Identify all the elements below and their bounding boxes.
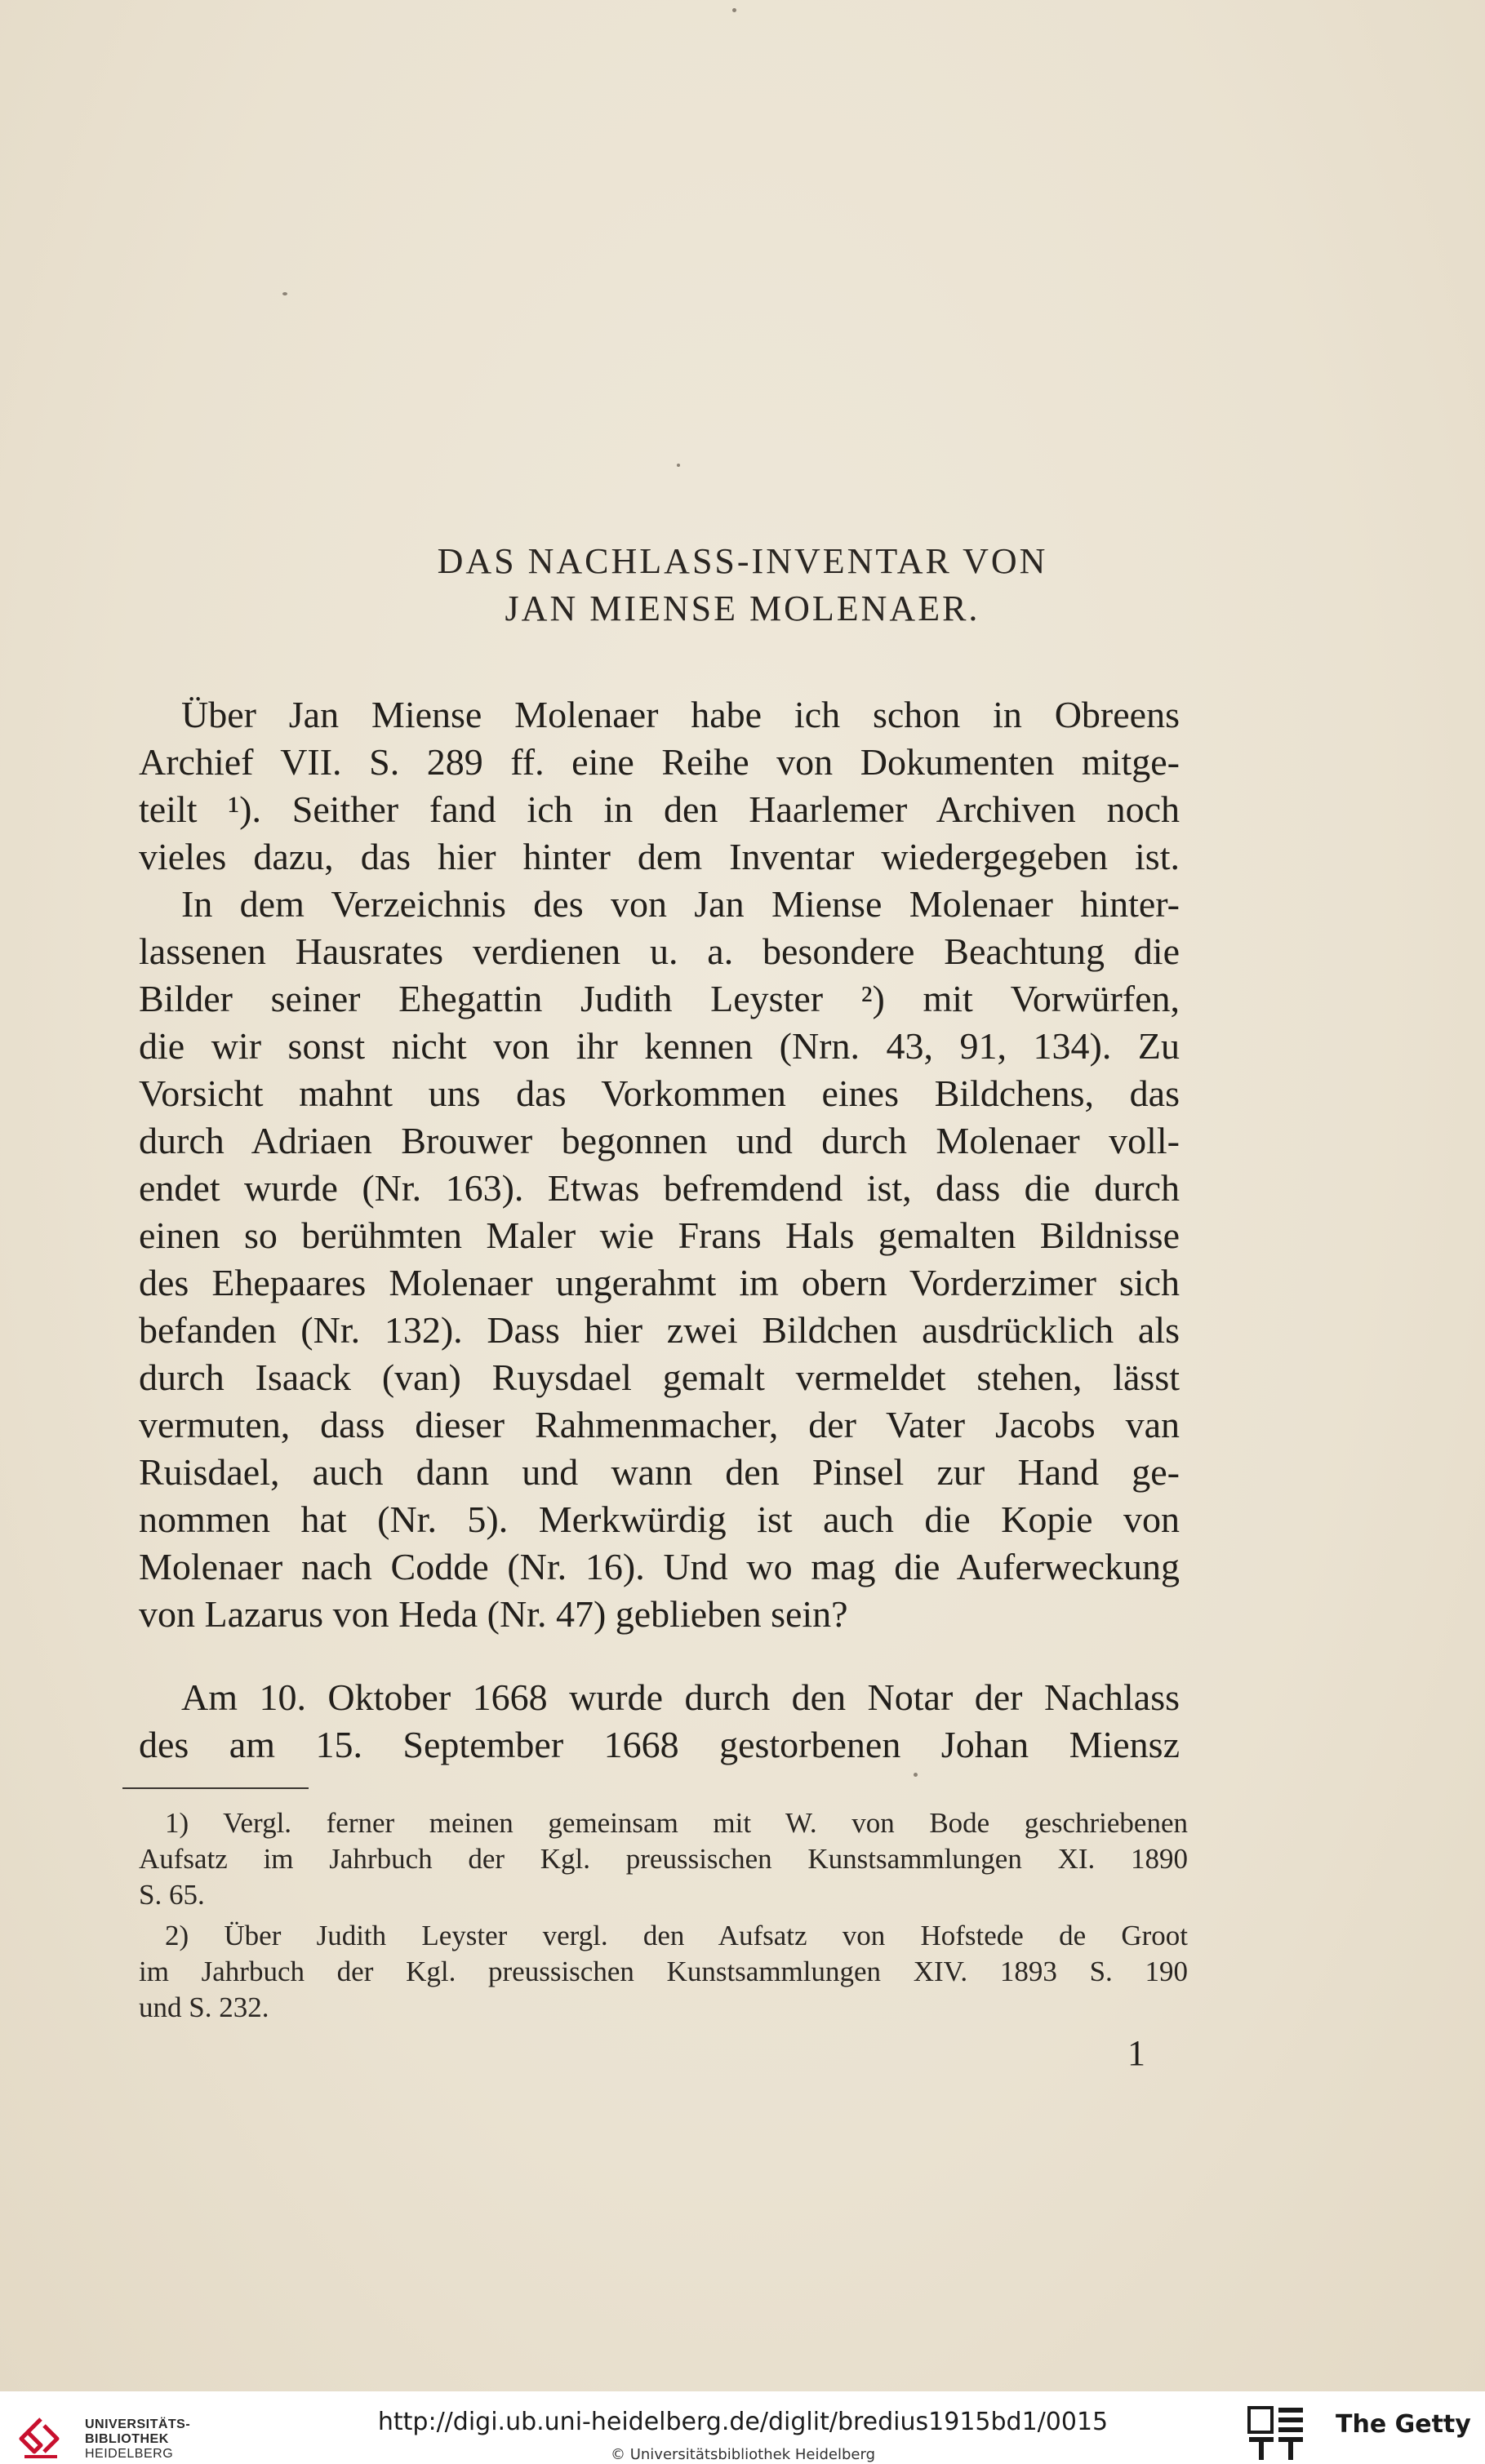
body-line: nommen hat (Nr. 5). Merkwürdig ist auch die Kopie von bbox=[139, 1498, 1180, 1540]
copyright-notice: © Universitätsbibliothek Heidelberg bbox=[610, 2446, 875, 2463]
body-line: Archief VII. S. 289 ff. eine Reihe von Dokumenten mitge- bbox=[139, 741, 1180, 783]
permalink-url[interactable]: http://digi.ub.uni-heidelberg.de/diglit/bredius1915bd1/0015 bbox=[377, 2408, 1109, 2436]
library-name-line-1: UNIVERSITÄTS- bbox=[85, 2417, 191, 2431]
library-name-line-3: HEIDELBERG bbox=[85, 2447, 174, 2461]
body-line: von Lazarus von Heda (Nr. 47) geblieben sein? bbox=[139, 1593, 848, 1635]
footnote-line: S. 65. bbox=[139, 1879, 205, 1911]
body-line: lassenen Hausrates verdienen u. a. besondere Beachtung die bbox=[139, 930, 1180, 972]
page-number: 1 bbox=[1127, 2033, 1145, 2073]
footnote-line: 1) Vergl. ferner meinen gemeinsam mit W. von Bode geschriebenen bbox=[165, 1807, 1188, 1839]
scan-speck bbox=[677, 464, 680, 467]
footnote-separator bbox=[122, 1787, 309, 1789]
footnote-line: Aufsatz im Jahrbuch der Kgl. preussischen Kunstsammlungen XI. 1890 bbox=[139, 1843, 1188, 1875]
body-line: des Ehepaares Molenaer ungerahmt im obern Vorderzimer sich bbox=[139, 1262, 1180, 1303]
body-line: Vorsicht mahnt uns das Vorkommen eines Bildchens, das bbox=[139, 1072, 1180, 1114]
scan-speck bbox=[732, 8, 736, 12]
footnote-line: und S. 232. bbox=[139, 1991, 269, 2023]
body-line: In dem Verzeichnis des von Jan Miense Molenaer hinter- bbox=[181, 883, 1180, 925]
footnote-line: im Jahrbuch der Kgl. preussischen Kunstsammlungen XIV. 1893 S. 190 bbox=[139, 1956, 1188, 1987]
footnote-line: 2) Über Judith Leyster vergl. den Aufsatz von Hofstede de Groot bbox=[165, 1920, 1188, 1951]
body-line: die wir sonst nicht von ihr kennen (Nrn. 43, 91, 134). Zu bbox=[139, 1025, 1180, 1067]
body-line: endet wurde (Nr. 163). Etwas befremdend ist, dass die durch bbox=[139, 1167, 1180, 1209]
body-line: Bilder seiner Ehegattin Judith Leyster ²) mit Vorwürfen, bbox=[139, 978, 1180, 1019]
body-line: Über Jan Miense Molenaer habe ich schon in Obreens bbox=[181, 694, 1180, 735]
body-line: befanden (Nr. 132). Dass hier zwei Bildchen ausdrücklich als bbox=[139, 1309, 1180, 1351]
body-line: durch Adriaen Brouwer begonnen und durch Molenaer voll- bbox=[139, 1120, 1180, 1161]
body-line: vieles dazu, das hier hinter dem Inventar wiedergegeben ist. bbox=[139, 836, 1180, 877]
body-line: teilt ¹). Seither fand ich in den Haarlemer Archiven noch bbox=[139, 788, 1180, 830]
body-line: durch Isaack (van) Ruysdael gemalt vermeldet stehen, lässt bbox=[139, 1356, 1180, 1398]
scan-speck bbox=[282, 292, 287, 295]
article-title-line-2: JAN MIENSE MOLENAER. bbox=[505, 588, 980, 628]
body-line: Molenaer nach Codde (Nr. 16). Und wo mag die Auferweckung bbox=[139, 1546, 1180, 1587]
body-line: Am 10. Oktober 1668 wurde durch den Notar der Nachlass bbox=[181, 1676, 1180, 1718]
university-library-logo-icon bbox=[16, 2416, 65, 2462]
getty-logo-icon bbox=[1247, 2406, 1306, 2462]
library-name-line-2: BIBLIOTHEK bbox=[85, 2432, 169, 2446]
getty-label: The Getty bbox=[1336, 2410, 1471, 2439]
body-line: Ruisdael, auch dann und wann den Pinsel zur Hand ge- bbox=[139, 1451, 1180, 1493]
scan-speck bbox=[914, 1773, 918, 1777]
article-title-line-1: DAS NACHLASS-INVENTAR VON bbox=[437, 541, 1048, 581]
body-line: einen so berühmten Maler wie Frans Hals gemalten Bildnisse bbox=[139, 1214, 1180, 1256]
body-line: des am 15. September 1668 gestorbenen Johan Miensz bbox=[139, 1724, 1180, 1765]
body-line: vermuten, dass dieser Rahmenmacher, der Vater Jacobs van bbox=[139, 1404, 1180, 1445]
